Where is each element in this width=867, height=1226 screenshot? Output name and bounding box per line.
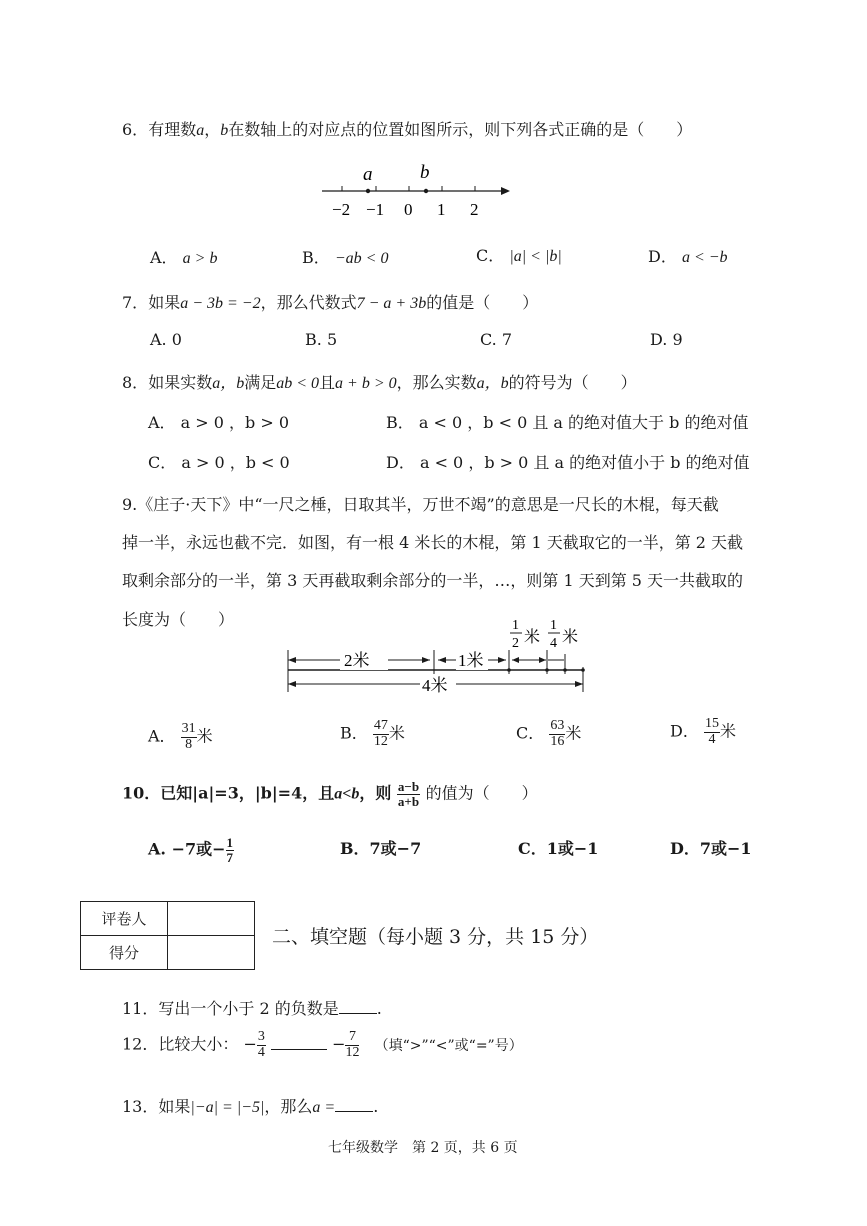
tick-label: 1 — [437, 200, 446, 219]
score-label: 得分 — [81, 936, 168, 970]
q12-number: 12． — [122, 1034, 159, 1054]
q10-option-b: B．7或−7 — [340, 839, 422, 858]
q9-line3: 取剩余部分的一半，第 3 天再截取剩余部分的一半，…，则第 1 天到第 5 天一共截取的 — [122, 571, 744, 590]
tick-label: −2 — [332, 200, 351, 219]
grader-field[interactable] — [168, 902, 255, 936]
q7-option-b: B. 5 — [305, 330, 338, 349]
q6-option-c: C． |a| < |b| — [476, 246, 562, 265]
tick-label: −1 — [366, 200, 385, 219]
q7-option-d: D. 9 — [650, 330, 683, 349]
seg-label-1m: 1米 — [458, 651, 484, 670]
q6-stem: 6．有理数a，b在数轴上的对应点的位置如图所示，则下列各式正确的是（ ） — [122, 120, 693, 139]
q13-number: 13． — [122, 1097, 159, 1116]
seg-quarter-den: 4 — [550, 636, 557, 651]
q6-option-d: D． a < −b — [648, 247, 728, 266]
q9-stick-diagram — [280, 612, 590, 702]
q12: 12．比较大小： − $\frac{3}{4}$ − $\frac{7}{12}$ （填“>”“<”或“=”号） — [122, 1029, 523, 1060]
q7-number: 7． — [122, 293, 149, 312]
q11-answer-blank[interactable] — [339, 1001, 377, 1014]
q9-line1: 9.《庄子·天下》中“一尺之棰，日取其半，万世不竭”的意思是一尺长的木棍，每天截 — [122, 495, 719, 514]
seg-half-den: 2 — [512, 636, 519, 651]
section-2-title: 二、填空题（每小题 3 分，共 15 分） — [272, 926, 599, 948]
seg-half-num: 1 — [512, 618, 519, 633]
q8-option-d: D． a < 0 ，b > 0 且 a 的绝对值小于 b 的绝对值 — [386, 453, 750, 472]
seg-quarter-unit: 米 — [562, 629, 579, 646]
q6-number: 6． — [122, 120, 149, 139]
numberline-label-b: b — [420, 162, 430, 183]
grader-label: 评卷人 — [81, 902, 168, 936]
q13-answer-blank[interactable] — [335, 1099, 373, 1112]
q12-answer-blank[interactable] — [271, 1037, 327, 1050]
seg-label-2m: 2米 — [344, 651, 370, 670]
q10-option-d: D．7或−1 — [670, 839, 752, 858]
q9-option-b: B． $\frac{47}{12}$ 米 — [340, 718, 405, 749]
q9-line4: 长度为（ ） — [122, 610, 235, 629]
q13: 13．如果|−a| = |−5|，那么a = . — [122, 1097, 379, 1116]
seg-half-unit: 米 — [524, 629, 541, 646]
grader-score-table — [80, 901, 255, 970]
q11-number: 11． — [122, 999, 159, 1018]
q9-option-a: A． $\frac{31}{8}$ 米 — [148, 721, 213, 752]
q6-option-a: A． a > b — [150, 248, 218, 267]
page-footer: 七年级数学 第 2 页，共 6 页 — [328, 1140, 518, 1156]
q6-option-b: B． −ab < 0 — [302, 248, 389, 267]
score-field[interactable] — [168, 936, 255, 970]
q8-option-a: A． a > 0 ，b > 0 — [148, 413, 290, 432]
q8-option-b: B． a < 0 ，b < 0 且 a 的绝对值大于 b 的绝对值 — [386, 413, 749, 432]
q9-line2: 掉一半，永远也截不完．如图，有一根 4 米长的木棍，第 1 天截取它的一半，第 2 天截 — [122, 533, 744, 552]
q7-option-c: C. 7 — [480, 330, 513, 349]
seg-quarter-num: 1 — [550, 618, 557, 633]
q8-stem: 8．如果实数a，b满足ab < 0且a + b > 0，那么实数a，b的符号为（ ） — [122, 373, 637, 392]
q9-number: 9. — [122, 495, 138, 514]
tick-label: 0 — [404, 200, 413, 219]
q6-number-line — [318, 160, 518, 222]
q10-option-a: A. −7或− $\frac{1}{7}$ — [148, 835, 234, 865]
tick-label: 2 — [470, 200, 479, 219]
q8-number: 8． — [122, 373, 149, 392]
q10-option-c: C．1或−1 — [518, 839, 599, 858]
q7-option-a: A. 0 — [150, 330, 182, 349]
q11: 11．写出一个小于 2 的负数是 . — [122, 999, 382, 1018]
q10-number: 10． — [122, 783, 161, 803]
q7-stem: 7．如果a − 3b = −2，那么代数式7 − a + 3b的值是（ ） — [122, 293, 539, 312]
total-label-4m: 4米 — [422, 676, 448, 695]
q9-option-d: D． $\frac{15}{4}$ 米 — [670, 716, 736, 747]
numberline-label-a: a — [363, 164, 373, 185]
q10-stem: 10．已知|a|=3，|b|=4，且a<b，则 $\frac{a-b}{a+b}$ 的值为（ ） — [122, 779, 538, 809]
q8-option-c: C． a > 0 ，b < 0 — [148, 453, 290, 472]
q9-option-c: C． $\frac{63}{16}$ 米 — [516, 718, 582, 749]
